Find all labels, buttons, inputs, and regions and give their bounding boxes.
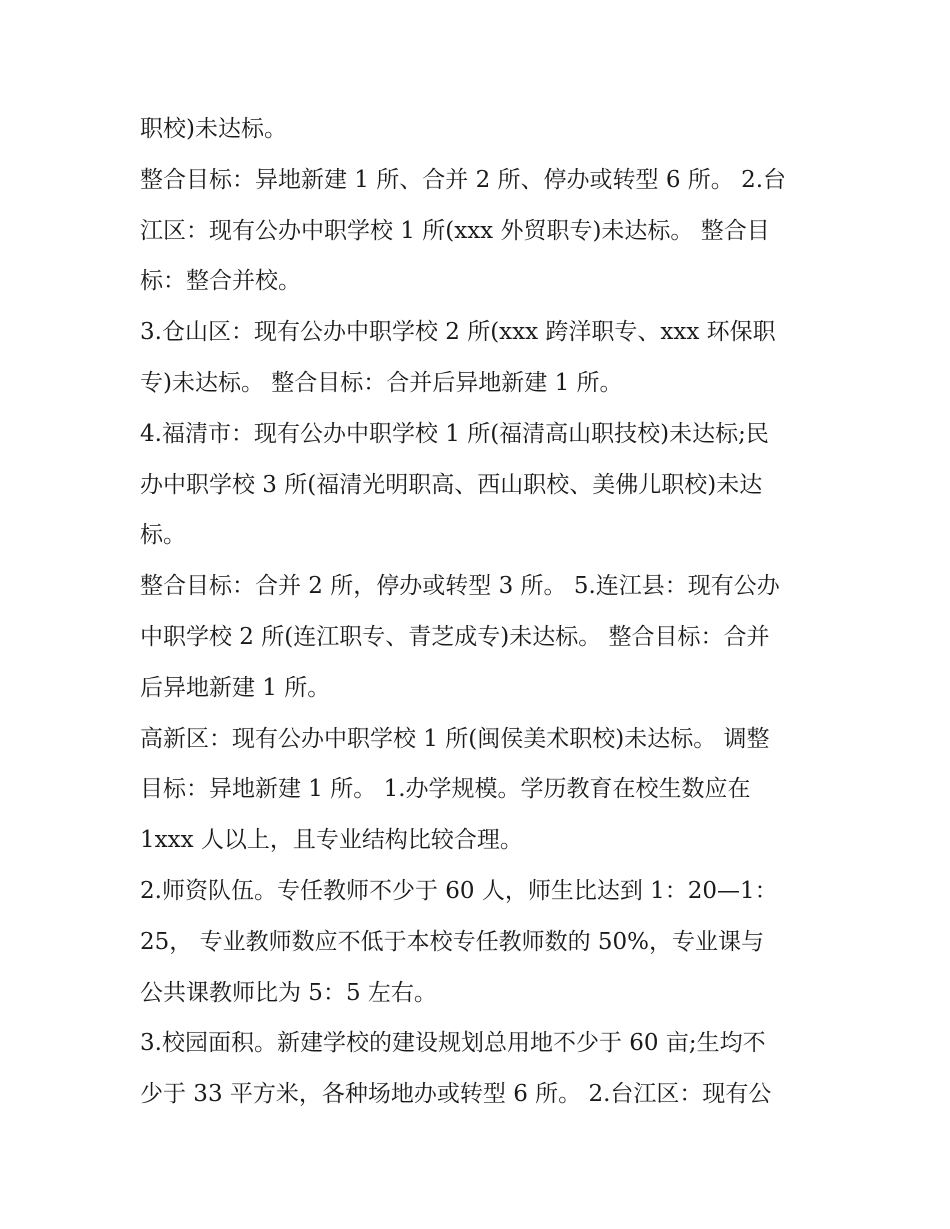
- text-line: 标。: [140, 522, 186, 549]
- text-line: 江区：现有公办中职学校 1 所(xxx 外贸职专)未达标。 整合目: [140, 217, 770, 244]
- text-line: 职校)未达标。: [140, 116, 287, 142]
- text-line: 4.福清市：现有公办中职学校 1 所(福清高山职技校)未达标;民: [140, 420, 769, 447]
- text-line: 目标：异地新建 1 所。 1.办学规模。学历教育在校生数应在: [140, 776, 751, 803]
- text-line: 公共课教师比为 5：5 左右。: [140, 979, 437, 1006]
- text-line: 中职学校 2 所(连江职专、青芝成专)未达标。 整合目标：合并: [140, 623, 770, 650]
- text-line: 整合目标：异地新建 1 所、合并 2 所、停办或转型 6 所。 2.台: [140, 166, 787, 193]
- document-body: [140, 104, 820, 1120]
- text-line: 3.校园面积。新建学校的建设规划总用地不少于 60 亩;生均不: [140, 1030, 766, 1057]
- text-line: 办中职学校 3 所(福清光明职高、西山职校、美佛儿职校)未达: [140, 471, 763, 498]
- text-line: 少于 33 平方米，各种场地办或转型 6 所。 2.台江区：现有公: [140, 1081, 772, 1108]
- text-line: 2.师资队伍。专任教师不少于 60 人，师生比达到 1：20—1：: [140, 877, 778, 904]
- text-line: 3.仓山区：现有公办中职学校 2 所(xxx 跨洋职专、xxx 环保职: [140, 319, 776, 346]
- text-line: 25， 专业教师数应不低于本校专任教师数的 50%，专业课与: [140, 928, 765, 955]
- text-line: 高新区：现有公办中职学校 1 所(闽侯美术职校)未达标。 调整: [140, 725, 770, 752]
- text-line: 专)未达标。 整合目标：合并后异地新建 1 所。: [140, 369, 623, 396]
- text-line: 整合目标：合并 2 所，停办或转型 3 所。 5.连江县：现有公办: [140, 573, 780, 600]
- text-line: 1xxx 人以上，且专业结构比较合理。: [140, 827, 523, 854]
- text-line: 标：整合并校。: [140, 268, 301, 295]
- text-line: 后异地新建 1 所。: [140, 674, 331, 701]
